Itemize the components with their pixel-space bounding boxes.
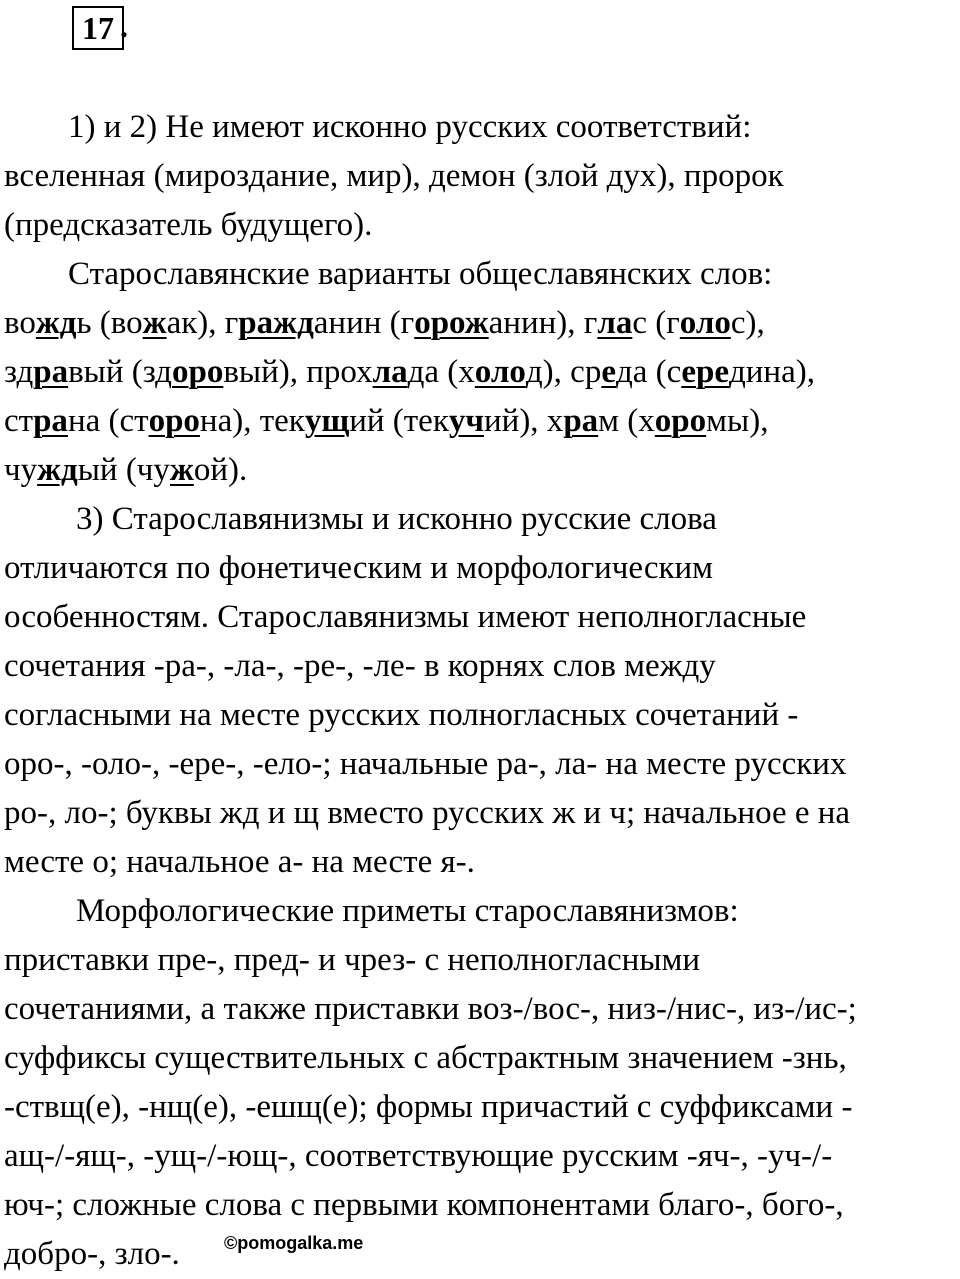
- text-line: [4, 201, 960, 250]
- text-segment: Морфологические приметы старославянизмов:: [76, 893, 739, 929]
- highlighted-morpheme: орож: [414, 305, 489, 341]
- highlighted-morpheme: ра: [563, 403, 599, 439]
- task-number-dot: .: [120, 8, 128, 44]
- text-segment: ащ-/-ящ-, -ущ-/-ющ-, соответствующие русским -яч-, -уч-/-: [4, 1138, 833, 1174]
- text-line: [4, 838, 960, 887]
- highlighted-morpheme: жд: [37, 452, 78, 488]
- text-segment: (предсказатель будущего).: [4, 207, 373, 243]
- text-segment: анин), г: [488, 305, 598, 341]
- highlighted-morpheme: ж: [142, 305, 167, 341]
- text-segment: дина),: [728, 354, 815, 390]
- text-segment: да (х: [407, 354, 475, 390]
- text-segment: д), ср: [525, 354, 602, 390]
- text-segment: приставки пре-, пред- и чрез- с неполногласными: [4, 942, 701, 978]
- text-segment: ро-, ло-; буквы жд и щ вместо русских ж и ч; начальное е на: [4, 795, 851, 831]
- text-segment: с (г: [632, 305, 680, 341]
- text-segment: ак), г: [166, 305, 239, 341]
- text-segment: -ствщ(е), -нщ(е), -ешщ(е); формы причастий с суффиксами -: [4, 1089, 853, 1125]
- text-segment: ый (чу: [77, 452, 170, 488]
- text-segment: сочетаниями, а также приставки воз-/вос-, низ-/нис-, из-/ис-;: [4, 991, 857, 1027]
- text-segment: на), тек: [199, 403, 305, 439]
- highlighted-morpheme: ущ: [304, 403, 350, 439]
- text-segment: вселенная (мироздание, мир), демон (злой дух), пророк: [4, 158, 784, 194]
- text-segment: чу: [4, 452, 38, 488]
- text-line: [4, 740, 960, 789]
- text-line: [4, 299, 960, 348]
- text-line: [4, 1230, 960, 1279]
- highlighted-morpheme: оро: [171, 354, 224, 390]
- text-line: [4, 985, 960, 1034]
- highlighted-morpheme: оло: [679, 305, 731, 341]
- text-segment: добро-, зло-.: [4, 1236, 180, 1272]
- text-segment: особенностям. Старославянизмы имеют неполногласные: [4, 599, 807, 635]
- highlighted-morpheme: уч: [448, 403, 484, 439]
- text-segment: юч-; сложные слова с первыми компонентами благо-, бого-,: [4, 1187, 844, 1223]
- text-segment: ий), х: [484, 403, 564, 439]
- text-line: [4, 691, 960, 740]
- text-line: [4, 593, 960, 642]
- text-segment: во: [4, 305, 36, 341]
- text-segment: анин (г: [313, 305, 415, 341]
- text-segment: сочетания -ра-, -ла-, -ре-, -ле- в корнях слов между: [4, 648, 716, 684]
- text-segment: м (х: [598, 403, 655, 439]
- text-segment: вый), прох: [223, 354, 373, 390]
- highlighted-morpheme: ла: [597, 305, 633, 341]
- highlighted-morpheme: оло: [474, 354, 526, 390]
- text-segment: да (с: [615, 354, 682, 390]
- text-line: [4, 250, 960, 299]
- text-segment: на (ст: [67, 403, 149, 439]
- text-line: [4, 887, 960, 936]
- text-line: [4, 1132, 960, 1181]
- highlighted-morpheme: жд: [35, 305, 77, 341]
- highlighted-morpheme: оро: [148, 403, 200, 439]
- highlighted-morpheme: ла: [372, 354, 408, 390]
- text-line: [4, 936, 960, 985]
- text-line: [4, 103, 960, 152]
- text-segment: отличаются по фонетическим и морфологическим: [4, 550, 714, 586]
- text-segment: оро-, -оло-, -ере-, -ело-; начальные ра-, ла- на месте русских: [4, 746, 847, 782]
- text-segment: согласными на месте русских полногласных сочетаний -: [4, 697, 799, 733]
- text-segment: 1) и 2) Не имеют исконно русских соответствий:: [68, 109, 752, 145]
- highlighted-morpheme: ере: [681, 354, 729, 390]
- highlighted-morpheme: ра: [33, 354, 69, 390]
- task-number-box: [72, 6, 124, 50]
- text-segment: 3) Старославянизмы и исконно русские слова: [76, 501, 717, 537]
- highlighted-morpheme: ж: [169, 452, 194, 488]
- text-line: [4, 1181, 960, 1230]
- text-segment: мы),: [706, 403, 769, 439]
- text-segment: ий (тек: [349, 403, 449, 439]
- highlighted-morpheme: оро: [654, 403, 707, 439]
- text-segment: с),: [730, 305, 765, 341]
- text-line: [4, 348, 960, 397]
- task-number: 17: [82, 10, 114, 46]
- text-segment: ст: [4, 403, 34, 439]
- text-line: [4, 1083, 960, 1132]
- highlighted-morpheme: ра: [33, 403, 68, 439]
- watermark: ©pomogalka.me: [224, 1233, 364, 1253]
- text-segment: зд: [4, 354, 34, 390]
- text-segment: месте о; начальное а- на месте я-.: [4, 844, 475, 880]
- answer-text: [4, 103, 960, 1279]
- text-line: [4, 544, 960, 593]
- text-segment: суффиксы существительных с абстрактным значением -знь,: [4, 1040, 847, 1076]
- text-line: [4, 1034, 960, 1083]
- highlighted-morpheme: ражд: [238, 305, 314, 341]
- text-line: [4, 446, 960, 495]
- text-segment: Старославянские варианты общеславянских слов:: [68, 256, 773, 292]
- text-segment: ь (во: [76, 305, 143, 341]
- text-line: [4, 789, 960, 838]
- text-segment: ой).: [193, 452, 248, 488]
- text-line: [4, 152, 960, 201]
- text-line: [4, 397, 960, 446]
- highlighted-morpheme: е: [601, 354, 616, 390]
- text-line: [4, 495, 960, 544]
- text-segment: вый (зд: [68, 354, 172, 390]
- text-line: [4, 642, 960, 691]
